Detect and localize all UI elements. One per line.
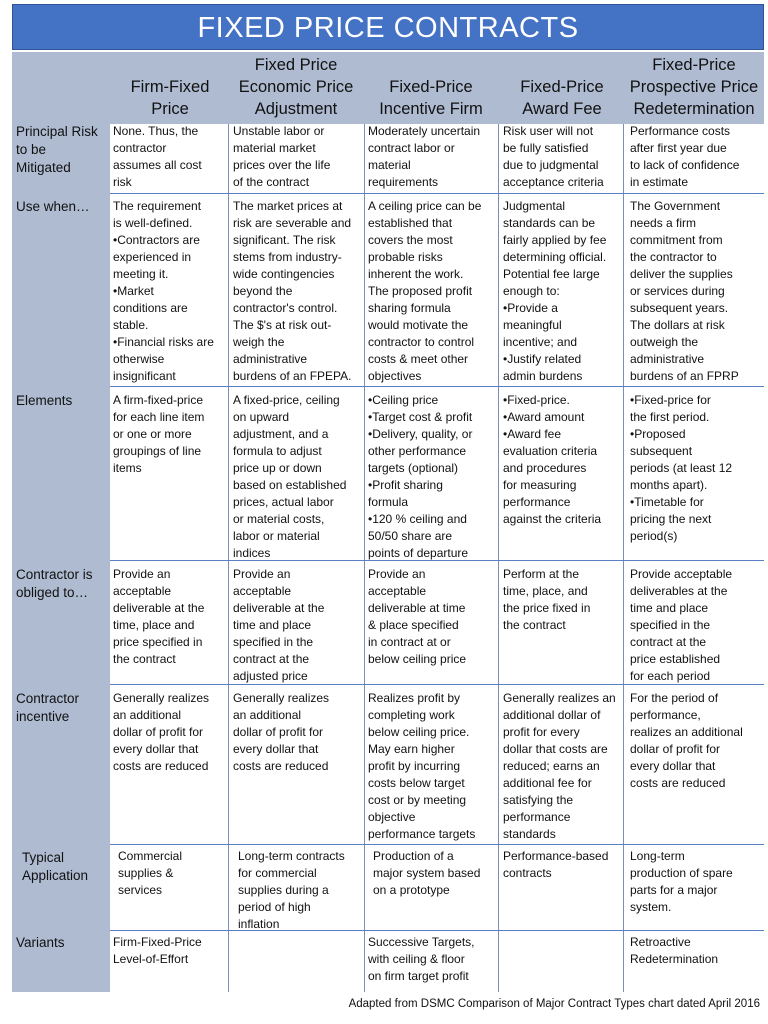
contract-table <box>12 52 764 992</box>
table-cell: A firm-fixed-price for each line item or one or more groupings of line items <box>113 393 205 475</box>
table-cell: Long-term production of spare parts for a major system. <box>630 849 733 914</box>
column-divider <box>228 124 229 992</box>
row-divider <box>110 844 764 845</box>
table-cell: Provide acceptable deliverables at the time and place specified in the contract at the price established for each period <box>630 567 733 683</box>
table-cell: Judgmental standards can be fairly applied by fee determining official. Potential fee large enough to: •Provide a meaningful incentive; and •Justify related admin burdens <box>503 199 607 383</box>
row-divider <box>110 193 764 194</box>
table-cell: •Ceiling price •Target cost & profit •Delivery, quality, or other performance targets (optional) •Profit sharing formula •120 % ceiling and 50/50 share are points of departure <box>368 393 473 560</box>
row-label-typical-application: Typical Application <box>22 850 89 883</box>
table-cell: Performance-based contracts <box>503 849 609 880</box>
column-header-fpepa: Fixed Price Economic Price Adjustment <box>238 56 354 118</box>
column-divider <box>498 124 499 992</box>
table-cell: Provide an acceptable deliverable at the time and place specified in the contract at the adjusted price <box>233 567 325 683</box>
table-cell: A ceiling price can be established that covers the most probable risks inherent the work. The proposed profit sharing formula would motivate the contractor to control costs & meet other objectives <box>368 199 482 383</box>
table-cell: Realizes profit by completing work below ceiling price. May earn higher profit by incurring costs below target cost or by meeting objective performance targets <box>368 691 476 841</box>
row-label-contractor-obliged: Contractor is obliged to… <box>16 567 93 600</box>
row-label-principal-risk: Principal Risk to be Mitigated <box>16 124 98 175</box>
row-divider <box>110 930 764 931</box>
table-cell: The Government needs a firm commitment from the contractor to deliver the supplies or services during subsequent years. The dollars at risk outweigh the administrative burdens of an FPRP <box>630 199 739 383</box>
table-cell: •Fixed-price for the first period. •Proposed subsequent periods (at least 12 months apart). •Timetable for pricing the next period(s) <box>630 393 733 543</box>
table-cell: Retroactive Redetermination <box>630 935 719 966</box>
table-cell: •Fixed-price. •Award amount •Award fee evaluation criteria and procedures for measuring performance against the criteria <box>503 393 602 526</box>
column-header-fpaf: Fixed-Price Award Fee <box>520 78 604 118</box>
table-cell: The market prices at risk are severable and significant. The risk stems from industry- wide contingencies beyond the contractor's control. The $'s at risk out- weigh the administrative burdens of an FPEPA. <box>233 199 352 383</box>
table-cell: Long-term contracts for commercial supplies during a period of high inflation <box>238 849 345 931</box>
table-cell: Unstable labor or material market prices over the life of the contract <box>233 124 331 189</box>
row-label-elements: Elements <box>16 393 73 408</box>
table-cell: Firm-Fixed-Price Level-of-Effort <box>113 935 202 966</box>
table-cell: Provide an acceptable deliverable at the time, place and price specified in the contract <box>113 567 205 666</box>
column-header-fpif: Fixed-Price Incentive Firm <box>379 78 483 118</box>
table-cell: Commercial supplies & services <box>118 849 183 897</box>
source-footnote: Adapted from DSMC Comparison of Major Contract Types chart dated April 2016 <box>348 998 760 1010</box>
row-label-contractor-incentive: Contractor incentive <box>16 691 80 724</box>
row-label-use-when: Use when… <box>16 199 90 214</box>
table-cell: Performance costs after first year due to lack of confidence in estimate <box>630 124 740 189</box>
table-cell: Generally realizes an additional dollar of profit for every dollar that costs are reduced <box>233 691 330 773</box>
page-title: FIXED PRICE CONTRACTS <box>12 4 764 50</box>
table-cell: Moderately uncertain contract labor or material requirements <box>368 124 481 189</box>
table-cell: A fixed-price, ceiling on upward adjustment, and a formula to adjust price up or down based on established prices, actual labor or material costs, labor or material indices <box>233 393 347 560</box>
table-cell: The requirement is well-defined. •Contractors are experienced in meeting it. •Market conditions are stable. •Financial risks are otherwise insignificant <box>113 199 214 383</box>
column-divider <box>623 124 624 992</box>
column-header-firm-fixed-price: Firm-Fixed Price <box>130 78 210 118</box>
table-cell: Provide an acceptable deliverable at time & place specified in contract at or below ceiling price <box>368 567 467 666</box>
row-divider <box>110 386 764 387</box>
table-cell: Generally realizes an additional dollar of profit for every dollar that costs are reduced; earns an additional fee for satisfying the performance standards <box>503 691 616 841</box>
row-label-variants: Variants <box>16 935 65 950</box>
table-cell: For the period of performance, realizes an additional dollar of profit for every dollar that costs are reduced <box>630 691 743 790</box>
table-cell: Risk user will not be fully satisfied due to judgmental acceptance criteria <box>503 124 604 189</box>
table-cell: Successive Targets, with ceiling & floor on firm target profit <box>368 935 475 983</box>
table-cell: Production of a major system based on a prototype <box>373 849 481 897</box>
column-header-fprp: Fixed-Price Prospective Price Redetermination <box>629 56 759 118</box>
table-cell: Perform at the time, place, and the price fixed in the contract <box>503 567 591 632</box>
table-cell: Generally realizes an additional dollar of profit for every dollar that costs are reduced <box>113 691 210 773</box>
table-cell: None. Thus, the contractor assumes all cost risk <box>113 124 202 189</box>
column-divider <box>364 124 365 992</box>
